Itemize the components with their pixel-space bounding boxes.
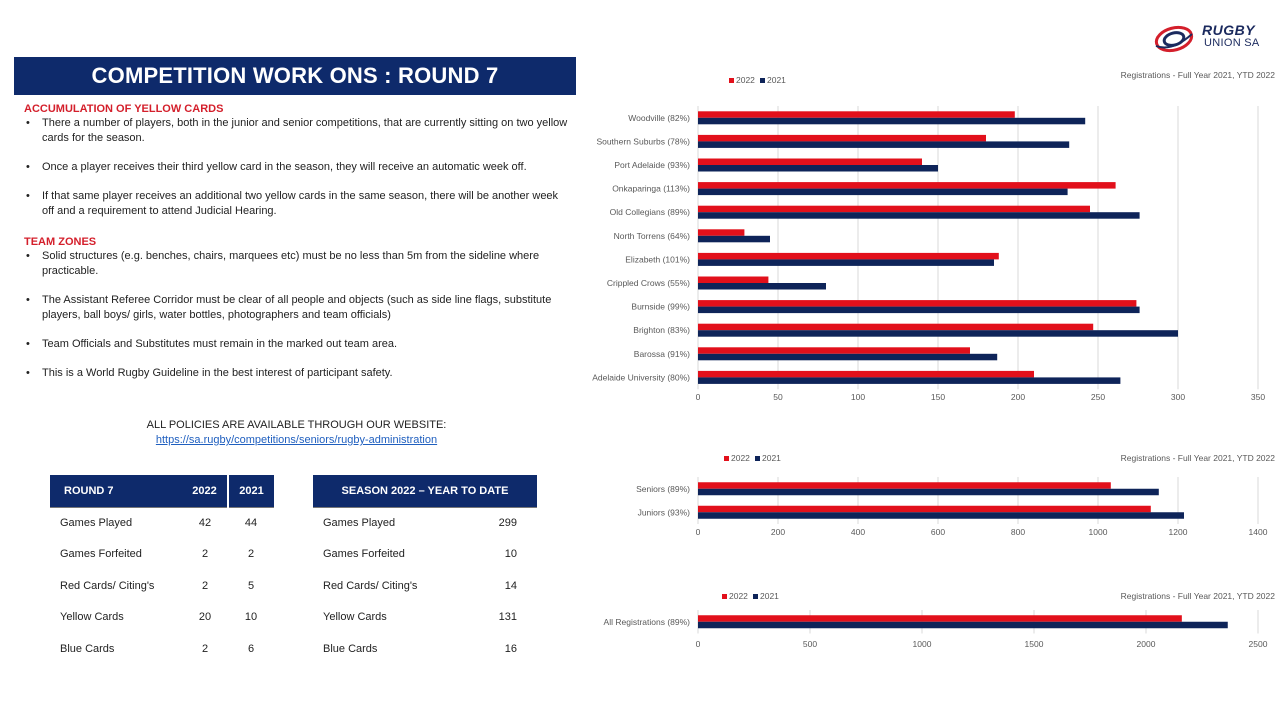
value-2022: 2 xyxy=(201,642,209,655)
list-item: • If that same player receives an additional two yellow cards in the same season, there will be another week off and a requirement to attend Judicial Hearing. xyxy=(24,189,569,219)
bar-2021 xyxy=(698,165,938,172)
x-tick-label: 500 xyxy=(802,639,818,649)
row-label: Games Played xyxy=(50,507,182,539)
bar-2021 xyxy=(698,307,1140,314)
category-label: Barossa (91%) xyxy=(633,348,690,359)
bar-2021 xyxy=(698,259,994,266)
x-tick-label: 200 xyxy=(1010,392,1026,402)
bar-2022 xyxy=(698,135,986,142)
legend-label-2021: 2021 xyxy=(767,75,786,85)
row-value: 131 xyxy=(498,611,517,624)
category-label: North Torrens (64%) xyxy=(613,230,690,241)
legend-swatch-2022 xyxy=(729,78,734,83)
bar-2021 xyxy=(698,118,1085,125)
bar-2021 xyxy=(698,622,1228,629)
list-item: • Solid structures (e.g. benches, chairs, marquees etc) must be no less than 5m from the sideline where practicable. xyxy=(24,249,569,279)
bar-2022 xyxy=(698,111,1015,118)
value-2021: 5 xyxy=(247,579,255,592)
row-label: Red Cards/ Citing's xyxy=(60,579,155,592)
row-label: Games Forfeited xyxy=(60,548,142,561)
list-item: • The Assistant Referee Corridor must be clear of all people and objects (such as side line flags, substitute players, ball boys/ girls, water bottles, photographers and team officials) xyxy=(24,293,569,323)
table-header-2021: 2021 xyxy=(228,475,274,507)
category-label: Crippled Crows (55%) xyxy=(606,278,690,288)
category-label: Elizabeth (101%) xyxy=(625,254,690,265)
bar-2022 xyxy=(698,324,1093,331)
value-2022: 2 xyxy=(201,579,209,592)
section-heading-team-zones: TEAM ZONES xyxy=(24,236,97,248)
logo-text-rugby: RUGBY xyxy=(1202,22,1256,38)
category-label: Woodville (82%) xyxy=(628,112,690,123)
category-label: Seniors (89%) xyxy=(636,483,690,494)
chart-title: Registrations - Full Year 2021, YTD 2022 xyxy=(1120,591,1275,601)
bar-2021 xyxy=(698,212,1140,219)
row-label: Blue Cards xyxy=(323,642,378,655)
x-tick-label: 800 xyxy=(1010,527,1026,537)
chart-title: Registrations - Full Year 2021, YTD 2022 xyxy=(1120,70,1275,80)
website-link[interactable]: https://sa.rugby/competitions/seniors/rugby-administration xyxy=(155,434,438,446)
row-label: Games Forfeited xyxy=(323,548,405,561)
x-tick-label: 350 xyxy=(1250,392,1266,402)
row-value: 14 xyxy=(504,579,517,592)
value-2022: 2 xyxy=(201,548,209,561)
value-2022: 20 xyxy=(198,611,212,624)
row-value: 16 xyxy=(504,642,517,655)
x-tick-label: 0 xyxy=(695,639,701,649)
category-label: Onkaparinga (113%) xyxy=(612,183,690,194)
chart-title: Registrations - Full Year 2021, YTD 2022 xyxy=(1120,453,1275,463)
x-tick-label: 2000 xyxy=(1136,639,1156,649)
bar-2022 xyxy=(698,506,1151,513)
category-label: Brighton (83%) xyxy=(633,325,690,336)
legend-swatch-2021 xyxy=(753,594,758,599)
category-label: Port Adelaide (93%) xyxy=(614,160,690,170)
x-tick-label: 400 xyxy=(850,527,866,537)
x-tick-label: 0 xyxy=(695,527,701,537)
row-label: Red Cards/ Citing's xyxy=(323,579,418,592)
x-tick-label: 1000 xyxy=(1088,527,1108,537)
legend-label-2022: 2022 xyxy=(729,591,748,601)
row-label: Yellow Cards xyxy=(60,611,124,624)
legend-label-2021: 2021 xyxy=(762,453,781,463)
table-header-round: ROUND 7 xyxy=(50,475,182,507)
row-label: Yellow Cards xyxy=(323,611,387,624)
x-tick-label: 300 xyxy=(1170,392,1186,402)
x-tick-label: 2500 xyxy=(1248,639,1268,649)
x-tick-label: 50 xyxy=(773,392,783,402)
value-2021: 6 xyxy=(247,642,255,655)
bar-2021 xyxy=(698,236,770,243)
x-tick-label: 1500 xyxy=(1024,639,1044,649)
row-label: Games Played xyxy=(313,507,477,539)
category-label: Adelaide University (80%) xyxy=(592,372,690,383)
bar-2022 xyxy=(698,206,1090,213)
value-2021: 44 xyxy=(228,507,274,539)
list-item: • Once a player receives their third yellow card in the season, they will receive an automatic week off. xyxy=(24,160,569,175)
value-2021: 10 xyxy=(244,611,258,624)
x-tick-label: 1400 xyxy=(1248,527,1268,537)
legend-label-2022: 2022 xyxy=(736,75,755,85)
bar-2022 xyxy=(698,371,1034,378)
bar-2021 xyxy=(698,283,826,290)
category-label: Burnside (99%) xyxy=(631,301,690,312)
row-value: 10 xyxy=(504,548,517,561)
x-tick-label: 150 xyxy=(930,392,946,402)
bar-2021 xyxy=(698,512,1184,519)
bar-2022 xyxy=(698,482,1111,489)
x-tick-label: 1200 xyxy=(1168,527,1188,537)
category-label: All Registrations (89%) xyxy=(603,616,690,627)
bar-2022 xyxy=(698,300,1136,307)
page-title: COMPETITION WORK ONS : ROUND 7 xyxy=(14,57,576,95)
section-heading-yellow-cards: ACCUMULATION OF YELLOW CARDS xyxy=(24,103,224,115)
bar-2021 xyxy=(698,377,1120,384)
x-tick-label: 250 xyxy=(1090,392,1106,402)
bar-2022 xyxy=(698,277,768,284)
bar-2021 xyxy=(698,489,1159,496)
bar-2021 xyxy=(698,330,1178,337)
category-label: Southern Suburbs (78%) xyxy=(596,136,690,147)
bar-2022 xyxy=(698,347,970,354)
legend-label-2022: 2022 xyxy=(731,453,750,463)
legend-swatch-2021 xyxy=(760,78,765,83)
table-header-2022: 2022 xyxy=(182,475,228,507)
x-tick-label: 600 xyxy=(930,527,946,537)
legend-swatch-2021 xyxy=(755,456,760,461)
x-tick-label: 1000 xyxy=(912,639,932,649)
legend-swatch-2022 xyxy=(724,456,729,461)
table-header-season: SEASON 2022 – YEAR TO DATE xyxy=(313,475,537,507)
x-tick-label: 200 xyxy=(770,527,786,537)
bar-2021 xyxy=(698,354,997,361)
row-value: 299 xyxy=(477,507,537,539)
legend-label-2021: 2021 xyxy=(760,591,779,601)
bar-2022 xyxy=(698,615,1182,622)
policy-text: ALL POLICIES ARE AVAILABLE THROUGH OUR WEBSITE: xyxy=(146,419,447,431)
value-2022: 42 xyxy=(182,507,228,539)
legend-swatch-2022 xyxy=(722,594,727,599)
row-label: Blue Cards xyxy=(60,642,115,655)
x-tick-label: 100 xyxy=(850,392,866,402)
bar-2022 xyxy=(698,253,999,260)
list-item: • This is a World Rugby Guideline in the best interest of participant safety. xyxy=(24,366,569,381)
bar-2022 xyxy=(698,229,744,236)
bar-2021 xyxy=(698,189,1068,196)
category-label: Juniors (93%) xyxy=(637,507,690,518)
category-label: Old Collegians (89%) xyxy=(609,207,690,218)
x-tick-label: 0 xyxy=(695,392,701,402)
logo-text-union-sa: UNION SA xyxy=(1204,37,1260,49)
bar-2022 xyxy=(698,182,1116,189)
bar-2021 xyxy=(698,141,1069,148)
bar-2022 xyxy=(698,159,922,166)
list-item: • Team Officials and Substitutes must remain in the marked out team area. xyxy=(24,337,569,352)
list-item: • There a number of players, both in the junior and senior competitions, that are currently sitting on two yellow cards for the season. xyxy=(24,116,569,146)
value-2021: 2 xyxy=(247,548,255,561)
